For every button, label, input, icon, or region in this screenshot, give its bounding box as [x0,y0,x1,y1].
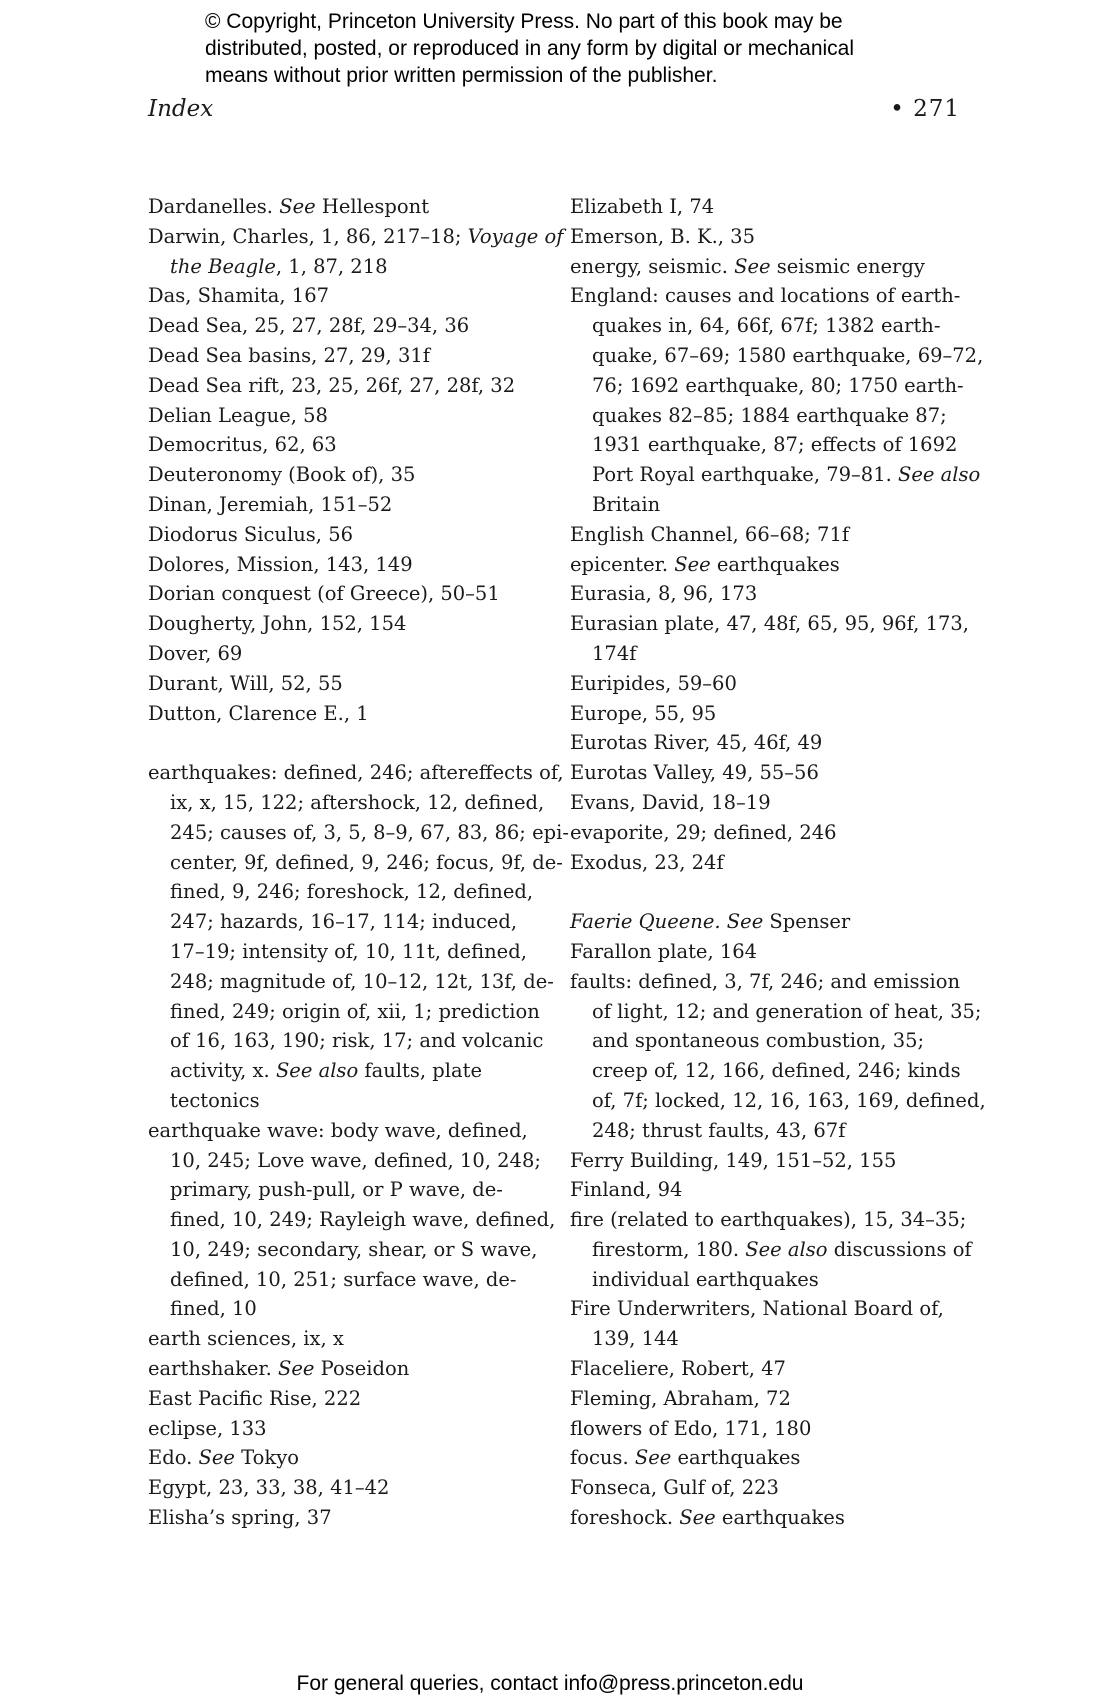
index-entry [570,222,970,252]
index-entry-line: primary, push-pull, or P wave, de- [170,1178,503,1202]
index-entry-line: fire (related to earthquakes), 15, 34–35; [570,1208,967,1232]
index-entry [570,728,970,758]
index-entry-line: East Pacific Rise, 222 [148,1386,362,1410]
index-entry [570,937,970,967]
index-entry-line: foreshock. See earthquakes [570,1506,845,1530]
index-column-right [570,192,986,1533]
index-entry [570,550,970,580]
index-entry-line: Europe, 55, 95 [570,701,717,725]
index-entry-line: Farallon plate, 164 [570,939,758,963]
index-entry [570,907,970,937]
index-entry [570,758,970,788]
index-entry-line: Port Royal earthquake, 79–81. See also [592,463,981,487]
index-entry-line: Euripides, 59–60 [570,671,737,695]
index-entry [570,788,970,818]
index-entry-line: 76; 1692 earthquake, 80; 1750 earth- [592,373,964,397]
index-entry [570,1175,970,1205]
copyright-line: means without prior written permission of the publisher. [205,64,718,87]
index-entry-line: Fonseca, Gulf of, 223 [570,1476,779,1500]
index-entry [570,192,970,222]
index-entry-line: fined, 10, 249; Rayleigh wave, defined, [170,1208,556,1232]
index-entry [148,430,548,460]
index-entry-line: Evans, David, 18–19 [570,790,771,814]
letter-group-gap [148,728,548,758]
index-entry-line: Ferry Building, 149, 151–52, 155 [570,1148,897,1172]
index-entry-line: ix, x, 15, 122; aftershock, 12, defined, [170,790,545,814]
index-entry-line: Elisha’s spring, 37 [148,1506,332,1530]
index-entry-line: Dorian conquest (of Greece), 50–51 [148,582,500,606]
index-entry-line: 174f [592,641,637,665]
index-entry [148,490,548,520]
index-entry [148,192,548,222]
index-entry-line: earthquakes: defined, 246; aftereffects of, [148,761,564,785]
index-entry-line: quake, 67–69; 1580 earthquake, 69–72, [592,343,984,367]
copyright-line: distributed, posted, or reproduced in any form by digital or mechanical [205,37,855,60]
index-entry [148,758,569,1116]
index-entry-line: 139, 144 [592,1327,679,1351]
page-number: • 271 [890,96,960,122]
footer-contact: For general queries, contact info@press.princeton.edu [296,1672,804,1695]
index-entry [570,699,970,729]
index-entry-line: Eurotas Valley, 49, 55–56 [570,761,819,785]
index-entry-line: Elizabeth I, 74 [570,195,715,218]
index-entry-line: Eurasian plate, 47, 48f, 65, 95, 96f, 173, [570,612,969,636]
index-entry-line: tectonics [170,1088,260,1112]
index-entry [570,1473,970,1503]
index-entry [570,520,970,550]
index-entry-line: 10, 249; secondary, shear, or S wave, [170,1237,538,1261]
index-entry-line: fined, 249; origin of, xii, 1; prediction [170,999,540,1023]
index-entry-line: Durant, Will, 52, 55 [148,671,343,695]
index-entry-line: eclipse, 133 [148,1416,267,1440]
index-entry-line: Faerie Queene. See Spenser [570,910,851,934]
index-entry-line: fined, 9, 246; foreshock, 12, defined, [170,880,534,904]
index-entry-line: 1931 earthquake, 87; effects of 1692 [592,433,958,457]
index-entry [148,520,548,550]
index-entry-line: faults: defined, 3, 7f, 246; and emission [570,969,961,993]
index-entry-line: Dutton, Clarence E., 1 [148,701,369,725]
index-entry-line: evaporite, 29; defined, 246 [570,820,837,844]
index-entry [570,252,970,282]
index-entry [148,1503,548,1533]
index-entry [570,1443,970,1473]
index-entry-line: 17–19; intensity of, 10, 11t, defined, [170,939,527,963]
index-entry-line: energy, seismic. See seismic energy [570,254,925,278]
index-entry [570,1414,970,1444]
index-entry-line: Dover, 69 [148,641,243,665]
index-entry-line: fined, 10 [170,1297,257,1321]
index-entry [570,579,970,609]
index-entry-line: earthshaker. See Poseidon [148,1357,410,1381]
index-entry-line: Darwin, Charles, 1, 86, 217–18; Voyage of [148,224,564,248]
index-entry-line: center, 9f, defined, 9, 246; focus, 9f, de- [170,850,563,874]
index-entry-line: England: causes and locations of earth- [570,284,961,308]
index-entry-line: 10, 245; Love wave, defined, 10, 248; [170,1148,541,1172]
letter-group-gap [570,877,970,907]
index-entry [148,1324,548,1354]
index-entry-line: quakes in, 64, 66f, 67f; 1382 earth- [592,314,941,338]
index-entry [570,1384,970,1414]
index-entry [148,1116,556,1325]
index-entry [148,222,564,282]
index-entry-line: of 16, 163, 190; risk, 17; and volcanic [170,1029,544,1053]
index-entry-line: firestorm, 180. See also discussions of [592,1237,972,1261]
index-entry [570,1205,970,1294]
index-entry-line: Delian League, 58 [148,403,328,427]
index-entry [148,401,548,431]
index-entry-line: Fire Underwriters, National Board of, [570,1297,944,1321]
index-entry-line: Das, Shamita, 167 [148,284,330,308]
index-entry-line: focus. See earthquakes [570,1446,801,1470]
index-entry-line: earth sciences, ix, x [148,1327,344,1351]
running-head [148,96,960,128]
index-entry [148,669,548,699]
index-entry [148,699,548,729]
index-entry-line: Emerson, B. K., 35 [570,224,755,248]
index-entry-line: Deuteronomy (Book of), 35 [148,463,416,487]
index-entry [148,1443,548,1473]
index-entry [148,341,548,371]
index-entry-line: 248; magnitude of, 10–12, 12t, 13f, de- [170,969,554,993]
index-entry [570,669,970,699]
index-entry-line: 248; thrust faults, 43, 67f [592,1118,846,1142]
index-entry-line: individual earthquakes [592,1267,819,1291]
index-entry [570,848,970,878]
index-entry [148,1354,548,1384]
index-entry [148,460,548,490]
index-entry-line: Fleming, Abraham, 72 [570,1386,791,1410]
index-entry-line: Exodus, 23, 24f [570,850,724,874]
index-entry [570,281,984,519]
index-entry-line: Democritus, 62, 63 [148,433,337,457]
index-entry [148,281,548,311]
index-entry-line: of light, 12; and generation of heat, 35; [592,999,982,1023]
index-entry-line: Dolores, Mission, 143, 149 [148,552,413,576]
index-entry-line: of, 7f; locked, 12, 16, 163, 169, defined, [592,1088,986,1112]
index-entry [148,1384,548,1414]
index-entry-line: and spontaneous combustion, 35; [592,1029,925,1053]
index-entry-line: 247; hazards, 16–17, 114; induced, [170,910,518,934]
copyright-line: © Copyright, Princeton University Press. No part of this book may be [205,10,843,33]
index-entry-line: Finland, 94 [570,1178,683,1202]
index-entry-line: Edo. See Tokyo [148,1446,299,1470]
index-entry [570,1354,970,1384]
index-entry [148,1414,548,1444]
index-entry [148,1473,548,1503]
index-entry-line: epicenter. See earthquakes [570,552,840,576]
index-entry-line: Dougherty, John, 152, 154 [148,612,407,636]
index-entry [148,550,548,580]
index-entry-line: Flaceliere, Robert, 47 [570,1357,786,1381]
index-entry-line: Dead Sea rift, 23, 25, 26f, 27, 28f, 32 [148,373,516,397]
index-entry [570,967,986,1146]
index-entry [570,1146,970,1176]
index-entry-line: creep of, 12, 166, defined, 246; kinds [592,1059,961,1083]
index-entry-line: earthquake wave: body wave, defined, [148,1118,528,1142]
index-entry-line: Eurasia, 8, 96, 173 [570,582,758,606]
index-entry-line: Eurotas River, 45, 46f, 49 [570,731,823,755]
index-entry [570,818,970,848]
index-entry-line: Dead Sea, 25, 27, 28f, 29–34, 36 [148,314,470,338]
index-entry [148,371,548,401]
index-column-left [148,192,569,1533]
index-entry-line: Diodorus Siculus, 56 [148,522,354,546]
index-entry [570,1503,970,1533]
index-entry-line: defined, 10, 251; surface wave, de- [170,1267,517,1291]
copyright-notice [205,8,965,89]
index-entry [570,609,970,669]
index-entry-line: Britain [592,492,661,516]
index-entry [148,579,548,609]
index-entry-line: the Beagle, 1, 87, 218 [170,254,388,278]
index-entry-line: activity, x. See also faults, plate [170,1059,482,1083]
index-entry-line: Dinan, Jeremiah, 151–52 [148,492,393,516]
section-title: Index [148,96,214,122]
index-entry-line: Dardanelles. See Hellespont [148,195,430,218]
index-entry [148,311,548,341]
index-entry-line: flowers of Edo, 171, 180 [570,1416,812,1440]
index-entry [148,639,548,669]
index-entry-line: quakes 82–85; 1884 earthquake 87; [592,403,947,427]
index-entry [570,1294,970,1354]
index-entry [148,609,548,639]
index-entry-line: English Channel, 66–68; 71f [570,522,850,546]
index-entry-line: Egypt, 23, 33, 38, 41–42 [148,1476,390,1500]
index-entry-line: Dead Sea basins, 27, 29, 31f [148,343,430,367]
index-entry-line: 245; causes of, 3, 5, 8–9, 67, 83, 86; epi- [170,820,569,844]
